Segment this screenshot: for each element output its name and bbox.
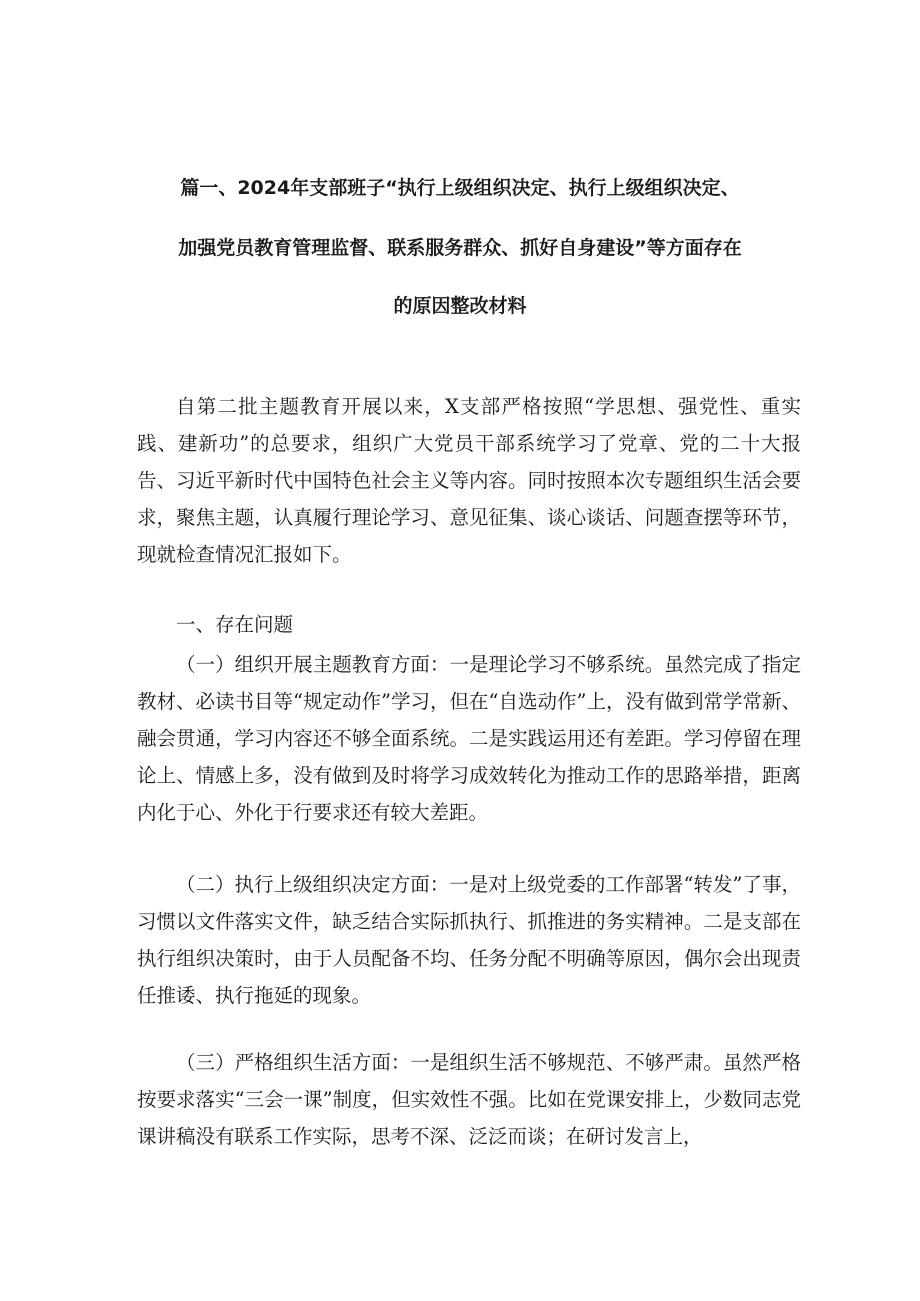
document-title-line-1: 篇一、2024年支部班子“执行上级组织决定、执行上级组织决定、 bbox=[180, 177, 740, 199]
document-title-line-2: 加强党员教育管理监督、联系服务群众、抓好自身建设”等方面存在 bbox=[178, 237, 742, 259]
document-title-line-3: 的原因整改材料 bbox=[393, 295, 527, 317]
intro-paragraph: 自第二批主题教育开展以来，X支部严格按照“学思想、强党性、重实践、建新功”的总要求，组织广大党员干部系统学习了党章、党的二十大报告、习近平新时代中国特色社会主义等内容。同时按照本次专题组织生活会要求，聚焦主题，认真履行理论学习、意见征集、谈心谈话、问题查摆等环节，现就检查情况汇报如下。 bbox=[137, 395, 801, 566]
section-heading: 一、存在问题 bbox=[176, 613, 294, 636]
paragraph-organization-life: （三）严格组织生活方面：一是组织生活不够规范、不够严肃。虽然严格按要求落实“三会一课”制度，但实效性不强。比如在党课安排上，少数同志党课讲稿没有联系工作实际，思考不深、泛泛而谈；在研讨发言上， bbox=[137, 1051, 801, 1148]
paragraph-organize-theme-education: （一）组织开展主题教育方面：一是理论学习不够系统。虽然完成了指定教材、必读书目等“规定动作”学习，但在“自选动作”上，没有做到常学常新、融会贯通，学习内容还不够全面系统。二是实践运用还有差距。学习停留在理论上、情感上多，没有做到及时将学习成效转化为推动工作的思路举措，距离内化于心、外化于行要求还有较大差距。 bbox=[137, 653, 801, 824]
paragraph-execute-decisions: （二）执行上级组织决定方面：一是对上级党委的工作部署“转发”了事，习惯以文件落实文件，缺乏结合实际抓执行、抓推进的务实精神。二是支部在执行组织决策时，由于人员配备不均、任务分配不明确等原因，偶尔会出现责任推诿、执行拖延的现象。 bbox=[137, 873, 801, 1007]
